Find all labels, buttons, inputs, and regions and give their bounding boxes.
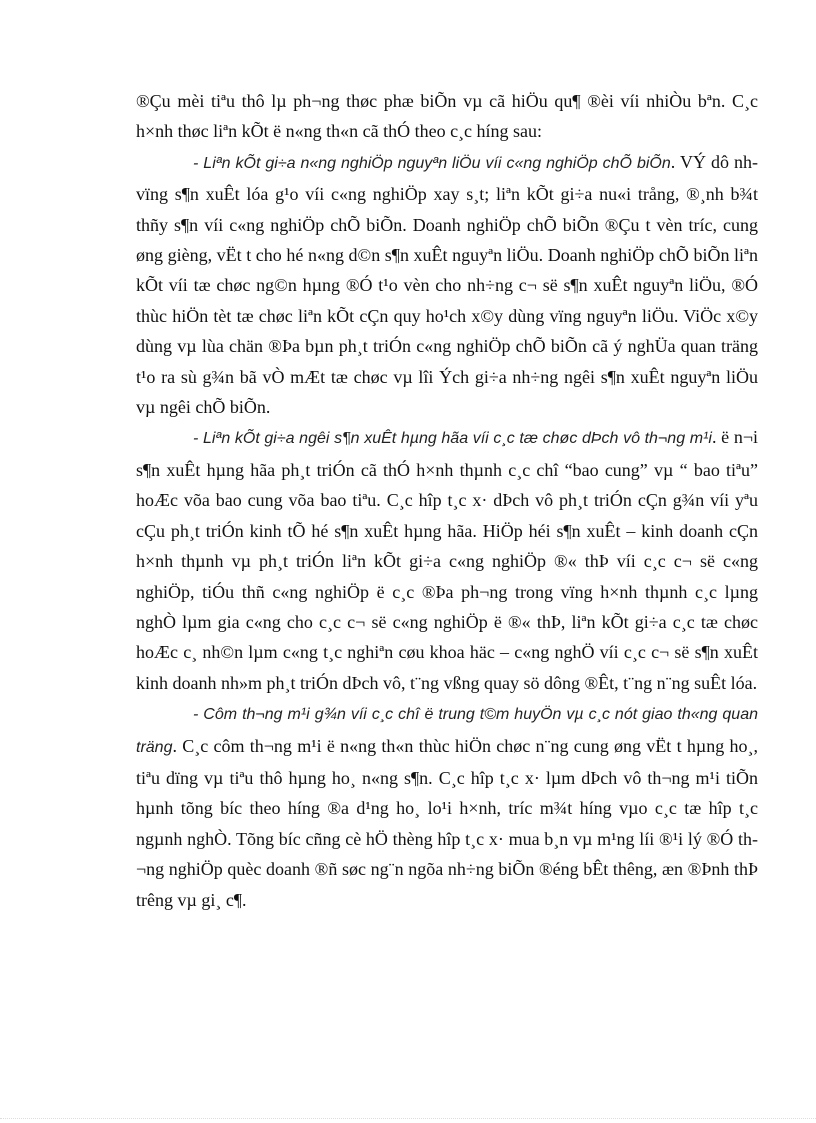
paragraph-1	[136, 86, 758, 147]
paragraph-3	[136, 422, 758, 698]
paragraph-3-heading: - Liªn kÕt gi÷a ngêi s¶n xuÊt hµng hãa víi c¸c tæ chøc dÞch vô th¬ng m¹i	[193, 430, 712, 448]
paragraph-4-text: . C¸c côm th¬ng m¹i ë n«ng th«n thùc hiÖn chøc n¨ng cung øng vËt t hµng ho¸, tiªu dïng vµ tiªu thô hµng ho¸ n«ng s¶n. C¸c hîp t¸c x· lµm dÞch vô th¬ng m¹i tiÕn hµnh tõng bíc theo híng ®a d¹ng ho¸ lo¹i h×nh, tríc m¾t híng vµo c¸c tæ hîp t¸c ngµnh nghÒ. Tõng bíc cñng cè hÖ thèng hîp t¸c x· mua b¸n vµ m¹ng líi ®¹i lý ®Ó th¬ng nghiÖp quèc doanh ®ñ søc ng¨n ngõa nh÷ng biÕn ®éng bÊt thêng, æn ®Þnh thÞ trêng vµ gi¸ c¶.	[136, 735, 758, 910]
paragraph-2-heading: - Liªn kÕt gi÷a n«ng nghiÖp nguyªn liÖu víi c«ng nghiÖp chÕ biÕn	[193, 154, 671, 172]
paragraph-4-heading: - Côm th¬ng m¹i g¾n víi c¸c chî ë trung t©m huyÖn vµ c¸c nót giao th«ng quan träng	[136, 706, 758, 756]
paragraph-3-text: . ë n¬i s¶n xuÊt hµng hãa ph¸t triÓn cã thÓ h×nh thµnh c¸c chî “bao cung” vµ “ bao tiªu” hoÆc võa bao cung võa bao tiªu. C¸c hîp t¸c x· dÞch vô ph¸t triÓn cÇn g¾n víi yªu cÇu ph¸t triÓn kinh tÕ hé s¶n xuÊt hµng hãa. HiÖp héi s¶n xuÊt – kinh doanh cÇn h×nh thµnh vµ ph¸t triÓn liªn kÕt gi÷a c«ng nghiÖp ®« thÞ víi c¸c c¬ së c«ng nghiÖp, tiÓu thñ c«ng nghiÖp ë c¸c ®Þa ph¬ng trong vïng h×nh thµnh c¸c lµng nghÒ lµm gia c«ng cho c¸c c¬ së c«ng nghiÖp ë ®« thÞ, liªn kÕt gi÷a c¸c tæ chøc hoÆc c¸ nh©n lµm c«ng t¸c nghiªn cøu khoa häc – c«ng nghÖ víi c¸c c¬ së s¶n xuÊt kinh doanh nh»m ph¸t triÓn dÞch vô, t¨ng vßng quay sö dông ®Êt, t¨ng n¨ng suÊt lóa.	[136, 427, 758, 693]
document-body	[136, 86, 758, 915]
paragraph-2-text: . VÝ dô nh vïng s¶n xuÊt lóa g¹o víi c«ng nghiÖp xay s¸t; liªn kÕt gi÷a nu«i trång, ®¸nh b¾t thñy s¶n víi c«ng nghiÖp chÕ biÕn. Doanh nghiÖp chÕ biÕn ®Çu t vèn tríc, cung øng gièng, vËt t cho hé n«ng d©n s¶n xuÊt nguyªn liÖu. Doanh nghiÖp chÕ biÕn liªn kÕt víi tæ chøc ng©n hµng ®Ó t¹o vèn cho nh÷ng c¬ së s¶n xuÊt nguyªn liÖu, ®Ó thùc hiÖn tèt tæ chøc liªn kÕt cÇn quy ho¹ch x©y dùng vïng nguyªn liÖu. ViÖc x©y dùng vµ lùa chän ®Þa bµn ph¸t triÓn c«ng nghiÖp chÕ biÕn cã ý nghÜa quan träng t¹o ra sù g¾n bã vÒ mÆt tæ chøc vµ lîi Ých gi÷a nh÷ng ngêi s¶n xuÊt nguyªn liÖu vµ ngêi chÕ biÕn.	[136, 151, 758, 418]
paragraph-2	[136, 147, 758, 423]
paragraph-4	[136, 698, 758, 915]
paragraph-1-text: ®Çu mèi tiªu thô lµ ph¬ng thøc phæ biÕn vµ cã hiÖu qu¶ ®èi víi nhiÒu bªn. C¸c h×nh thøc liªn kÕt ë n«ng th«n cã thÓ theo c¸c híng sau:	[136, 91, 758, 142]
page-bottom-divider	[0, 1118, 816, 1119]
